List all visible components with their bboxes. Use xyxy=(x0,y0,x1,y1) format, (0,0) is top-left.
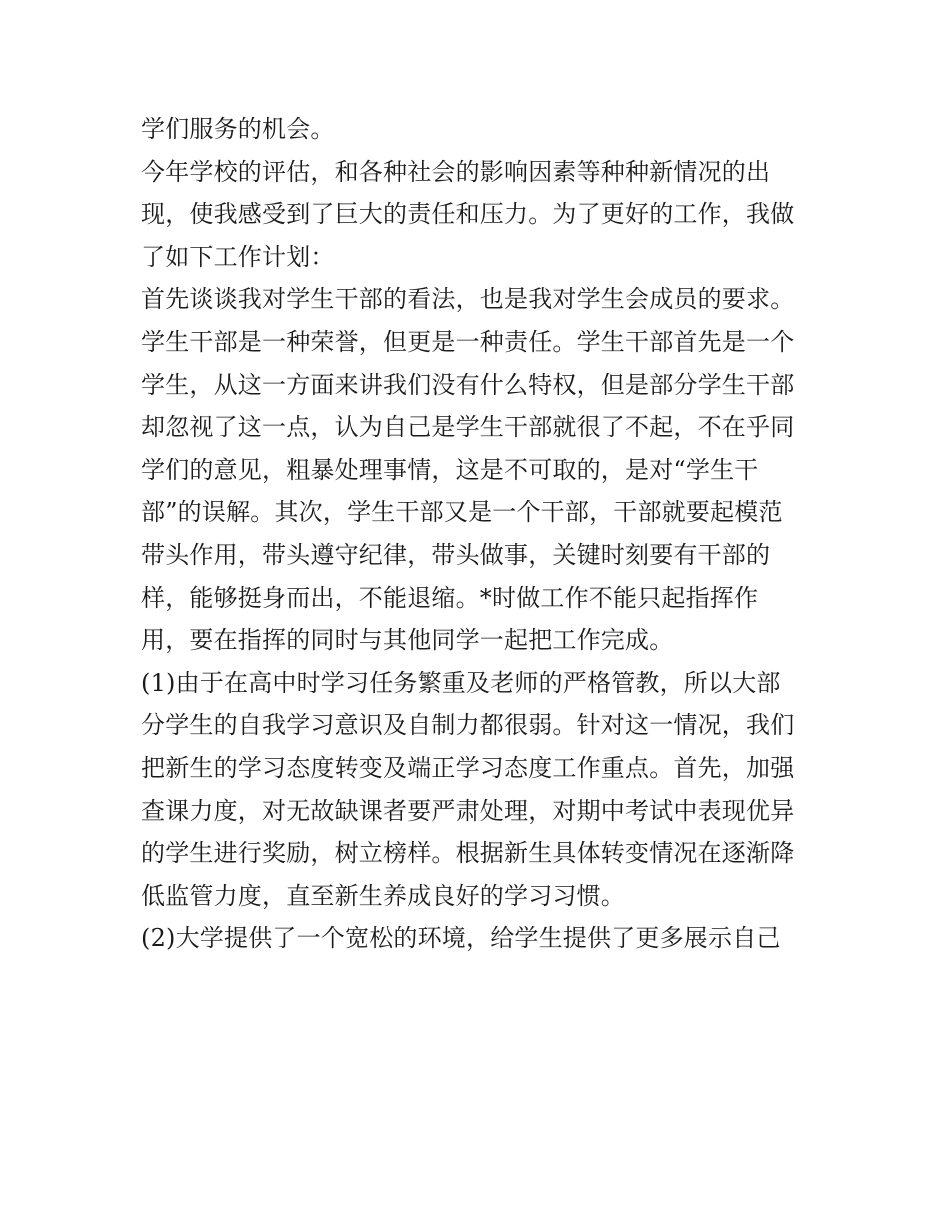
text-line: 带头作用，带头遵守纪律，带头做事，关键时刻要有干部的 xyxy=(141,540,771,569)
text-line: 首先谈谈我对学生干部的看法，也是我对学生会成员的要求。 xyxy=(141,285,795,314)
body-text xyxy=(141,108,821,960)
text-line: (1)由于在高中时学习任务繁重及老师的严格管教，所以大部 xyxy=(141,668,781,697)
text-line: 样，能够挺身而出，不能退缩。*时做工作不能只起指挥作 xyxy=(141,583,759,612)
text-line: (2)大学提供了一个宽松的环境，给学生提供了更多展示自己 xyxy=(141,924,781,953)
text-line: 现，使我感受到了巨大的责任和压力。为了更好的工作，我做 xyxy=(141,200,795,229)
text-line: 今年学校的评估，和各种社会的影响因素等种种新情况的出 xyxy=(141,157,771,186)
text-line: 了如下工作计划： xyxy=(141,242,335,271)
text-line: 学生，从这一方面来讲我们没有什么特权，但是部分学生干部 xyxy=(141,370,795,399)
text-line: 的学生进行奖励，树立榜样。根据新生具体转变情况在逐渐降 xyxy=(141,839,795,868)
text-line: 却忽视了这一点，认为自己是学生干部就很了不起，不在乎同 xyxy=(141,413,795,442)
text-line: 低监管力度，直至新生养成良好的学习习惯。 xyxy=(141,881,625,910)
text-line: 用，要在指挥的同时与其他同学一起把工作完成。 xyxy=(141,626,674,655)
text-line: 查课力度，对无故缺课者要严肃处理，对期中考试中表现优异 xyxy=(141,796,795,825)
text-line: 把新生的学习态度转变及端正学习态度工作重点。首先，加强 xyxy=(141,753,795,782)
text-line: 学们服务的机会。 xyxy=(141,115,335,143)
text-line: 学们的意见，粗暴处理事情，这是不可取的，是对“学生干 xyxy=(141,455,759,484)
text-line: 学生干部是一种荣誉，但更是一种责任。学生干部首先是一个 xyxy=(141,327,795,356)
text-line: 分学生的自我学习意识及自制力都很弱。针对这一情况，我们 xyxy=(141,711,795,740)
text-line: 部”的误解。其次，学生干部又是一个干部，干部就要起模范 xyxy=(141,498,783,527)
